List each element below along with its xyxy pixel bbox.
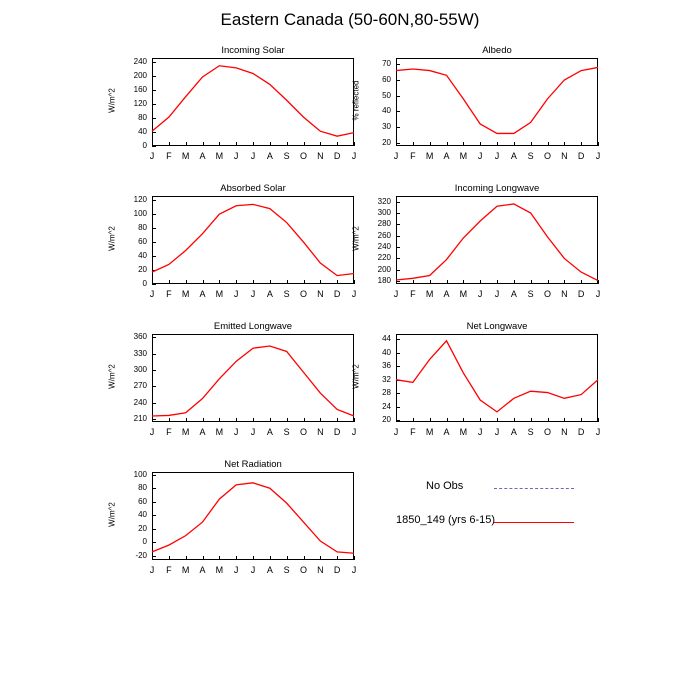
y-axis-tick-label: 100 xyxy=(133,209,147,219)
chart-panel xyxy=(107,459,357,575)
chart-panel xyxy=(107,321,357,437)
y-axis-tick-label: 20 xyxy=(382,137,391,147)
x-axis-tick-label: M xyxy=(425,289,434,299)
chart-title: Absorbed Solar xyxy=(220,183,286,194)
x-axis-tick-label: M xyxy=(181,565,190,575)
series-canvas xyxy=(396,196,598,284)
x-axis-tick-label: N xyxy=(561,427,568,437)
x-axis-tick-label: M xyxy=(459,151,468,161)
x-axis-tick-label: A xyxy=(443,427,450,437)
x-axis-tick-label: S xyxy=(527,427,534,437)
y-axis-tick-label: 32 xyxy=(382,374,391,384)
x-axis-tick-label: F xyxy=(166,427,172,437)
y-axis-tick-label: 120 xyxy=(133,98,147,108)
chart-panel xyxy=(107,183,357,299)
x-axis-tick-label: J xyxy=(595,289,601,299)
y-axis-tick-label: 0 xyxy=(142,141,147,150)
x-axis-tick-label: A xyxy=(199,289,206,299)
x-axis-tick-label: J xyxy=(250,427,256,437)
y-axis-tick-label: 280 xyxy=(377,219,391,229)
x-axis-tick-label: J xyxy=(250,565,256,575)
series-canvas xyxy=(152,334,354,422)
x-axis-tick-label: O xyxy=(543,427,551,437)
x-axis-tick-label: J xyxy=(351,565,357,575)
legend-swatch xyxy=(494,488,574,489)
y-tick-mark xyxy=(152,284,156,285)
chart-title: Albedo xyxy=(482,45,512,56)
y-axis-tick-label: 300 xyxy=(133,365,147,375)
x-tick-mark xyxy=(598,418,599,422)
y-axis-tick-label: 24 xyxy=(382,401,391,411)
x-axis-tick-label: M xyxy=(181,289,190,299)
x-axis-tick-label: M xyxy=(215,289,224,299)
x-axis-tick-label: A xyxy=(266,565,273,575)
series-canvas xyxy=(152,472,354,560)
x-axis-tick-label: J xyxy=(494,427,500,437)
y-axis-tick-label: 0 xyxy=(142,279,147,288)
data-series-line xyxy=(152,346,354,416)
chart-panel xyxy=(351,45,601,161)
chart-panel xyxy=(351,321,601,437)
x-axis-tick-label: N xyxy=(317,151,324,161)
y-axis-tick-label: 30 xyxy=(382,122,391,132)
x-tick-mark xyxy=(354,556,355,560)
x-axis-tick-label: A xyxy=(266,427,273,437)
y-axis-tick-label: 50 xyxy=(382,90,391,100)
legend-label: 1850_149 (yrs 6-15) xyxy=(396,514,496,526)
y-axis-tick-label: 240 xyxy=(133,397,147,407)
series-canvas xyxy=(152,58,354,146)
x-axis-tick-label: A xyxy=(266,151,273,161)
y-axis-label: W/m^2 xyxy=(107,88,117,113)
x-axis-tick-label: D xyxy=(333,565,341,575)
y-axis-tick-label: 160 xyxy=(133,84,147,94)
x-axis-tick-label: S xyxy=(283,565,290,575)
y-axis-tick-label: 36 xyxy=(382,361,391,371)
y-axis-label: W/m^2 xyxy=(107,502,117,527)
x-axis-tick-label: J xyxy=(250,289,256,299)
x-axis-tick-label: J xyxy=(149,151,155,161)
x-axis-tick-label: N xyxy=(317,427,324,437)
y-axis-tick-label: 210 xyxy=(133,414,147,424)
y-axis-tick-label: -20 xyxy=(135,550,147,560)
y-axis-tick-label: 28 xyxy=(382,388,391,398)
y-axis-tick-label: 300 xyxy=(377,208,391,218)
chart-title: Incoming Solar xyxy=(221,45,285,56)
y-axis-tick-label: 40 xyxy=(138,126,147,136)
x-axis-tick-label: M xyxy=(215,427,224,437)
x-axis-tick-label: M xyxy=(425,151,434,161)
x-axis-tick-label: J xyxy=(494,151,500,161)
x-axis-tick-label: J xyxy=(393,427,399,437)
x-axis-tick-label: D xyxy=(577,289,585,299)
chart-title: Net Longwave xyxy=(466,321,528,332)
x-axis-tick-label: J xyxy=(595,427,601,437)
x-tick-mark xyxy=(354,418,355,422)
x-axis-tick-label: J xyxy=(149,427,155,437)
x-axis-tick-label: D xyxy=(577,427,585,437)
y-axis-tick-label: 80 xyxy=(138,112,147,122)
x-axis-tick-label: M xyxy=(181,427,190,437)
y-axis-tick-label: 100 xyxy=(133,469,147,479)
y-tick-mark xyxy=(152,146,156,147)
x-axis-tick-label: J xyxy=(477,151,483,161)
y-axis-tick-label: 44 xyxy=(382,334,391,344)
y-axis-tick-label: 320 xyxy=(377,196,391,206)
y-axis-tick-label: 240 xyxy=(133,56,147,66)
page-title: Eastern Canada (50-60N,80-55W) xyxy=(220,10,480,29)
x-axis-tick-label: F xyxy=(410,151,416,161)
y-axis-label: % reflected xyxy=(351,80,361,121)
series-canvas xyxy=(396,334,598,422)
x-axis-tick-label: J xyxy=(393,151,399,161)
data-series-line xyxy=(152,483,354,553)
x-axis-tick-label: J xyxy=(595,151,601,161)
chart-title: Net Radiation xyxy=(224,459,282,470)
data-series-line xyxy=(396,341,598,412)
data-series-line xyxy=(396,67,598,133)
x-axis-tick-label: J xyxy=(149,289,155,299)
x-axis-tick-label: N xyxy=(317,289,324,299)
x-axis-tick-label: J xyxy=(233,151,239,161)
x-axis-tick-label: S xyxy=(283,427,290,437)
x-axis-tick-label: F xyxy=(166,565,172,575)
x-axis-tick-label: J xyxy=(351,151,357,161)
x-axis-tick-label: A xyxy=(510,289,517,299)
x-axis-tick-label: O xyxy=(299,565,307,575)
x-axis-tick-label: J xyxy=(351,289,357,299)
y-axis-tick-label: 60 xyxy=(138,237,147,247)
x-axis-tick-label: J xyxy=(494,289,500,299)
x-axis-tick-label: N xyxy=(317,565,324,575)
y-axis-tick-label: 40 xyxy=(382,106,391,116)
x-axis-tick-label: O xyxy=(543,289,551,299)
x-axis-tick-label: A xyxy=(199,565,206,575)
y-axis-tick-label: 260 xyxy=(377,230,391,240)
x-axis-tick-label: A xyxy=(510,151,517,161)
chart-panel xyxy=(351,183,601,299)
x-axis-tick-label: O xyxy=(299,289,307,299)
y-axis-tick-label: 220 xyxy=(377,253,391,263)
x-axis-tick-label: F xyxy=(166,151,172,161)
x-axis-tick-label: J xyxy=(149,565,155,575)
x-axis-tick-label: A xyxy=(199,427,206,437)
x-axis-tick-label: M xyxy=(215,565,224,575)
x-axis-tick-label: F xyxy=(410,289,416,299)
y-axis-tick-label: 70 xyxy=(382,59,391,69)
x-tick-mark xyxy=(354,142,355,146)
x-axis-tick-label: A xyxy=(199,151,206,161)
x-axis-tick-label: O xyxy=(543,151,551,161)
x-axis-tick-label: F xyxy=(410,427,416,437)
y-axis-tick-label: 200 xyxy=(133,70,147,80)
x-tick-mark xyxy=(354,280,355,284)
legend xyxy=(396,480,616,550)
x-tick-mark xyxy=(598,280,599,284)
y-axis-label: W/m^2 xyxy=(107,226,117,251)
y-axis-tick-label: 40 xyxy=(138,510,147,520)
x-axis-tick-label: J xyxy=(250,151,256,161)
legend-swatch xyxy=(494,522,574,523)
series-canvas xyxy=(152,196,354,284)
x-axis-tick-label: J xyxy=(393,289,399,299)
y-axis-tick-label: 360 xyxy=(133,332,147,342)
x-axis-tick-label: M xyxy=(181,151,190,161)
y-axis-tick-label: 40 xyxy=(138,251,147,261)
data-series-line xyxy=(396,204,598,281)
x-axis-tick-label: D xyxy=(333,289,341,299)
y-axis-tick-label: 40 xyxy=(382,347,391,357)
y-axis-tick-label: 20 xyxy=(138,523,147,533)
x-axis-tick-label: A xyxy=(443,289,450,299)
chart-title: Incoming Longwave xyxy=(454,183,540,194)
x-axis-tick-label: M xyxy=(459,289,468,299)
legend-label: No Obs xyxy=(426,480,464,492)
x-axis-tick-label: J xyxy=(233,289,239,299)
y-axis-tick-label: 200 xyxy=(377,264,391,274)
y-axis-tick-label: 80 xyxy=(138,223,147,233)
y-axis-label: W/m^2 xyxy=(351,364,361,389)
y-axis-tick-label: 270 xyxy=(133,381,147,391)
x-axis-tick-label: A xyxy=(443,151,450,161)
chart-title: Emitted Longwave xyxy=(213,321,293,332)
y-axis-tick-label: 80 xyxy=(138,483,147,493)
series-canvas xyxy=(396,58,598,146)
x-axis-tick-label: J xyxy=(477,427,483,437)
x-axis-tick-label: J xyxy=(351,427,357,437)
x-axis-tick-label: N xyxy=(561,151,568,161)
y-axis-tick-label: 60 xyxy=(382,75,391,84)
x-axis-tick-label: S xyxy=(527,289,534,299)
y-axis-tick-label: 240 xyxy=(377,242,391,252)
x-axis-tick-label: D xyxy=(333,151,341,161)
y-axis-tick-label: 120 xyxy=(133,195,147,205)
x-axis-tick-label: J xyxy=(233,427,239,437)
x-axis-tick-label: S xyxy=(527,151,534,161)
x-axis-tick-label: A xyxy=(266,289,273,299)
x-tick-mark xyxy=(598,142,599,146)
x-axis-tick-label: M xyxy=(459,427,468,437)
x-axis-tick-label: S xyxy=(283,151,290,161)
y-axis-tick-label: 60 xyxy=(138,496,147,506)
x-axis-tick-label: J xyxy=(233,565,239,575)
y-axis-label: W/m^2 xyxy=(351,226,361,251)
y-axis-tick-label: 0 xyxy=(142,537,147,547)
x-axis-tick-label: O xyxy=(299,151,307,161)
x-axis-tick-label: M xyxy=(215,151,224,161)
x-axis-tick-label: M xyxy=(425,427,434,437)
x-axis-tick-label: A xyxy=(510,427,517,437)
x-axis-tick-label: D xyxy=(577,151,585,161)
x-axis-tick-label: O xyxy=(299,427,307,437)
data-series-line xyxy=(152,204,354,275)
y-axis-tick-label: 330 xyxy=(133,348,147,358)
y-axis-label: W/m^2 xyxy=(107,364,117,389)
y-axis-tick-label: 180 xyxy=(377,276,391,286)
y-axis-tick-label: 20 xyxy=(138,265,147,275)
x-axis-tick-label: D xyxy=(333,427,341,437)
x-axis-tick-label: J xyxy=(477,289,483,299)
data-series-line xyxy=(152,66,354,136)
x-axis-tick-label: N xyxy=(561,289,568,299)
x-axis-tick-label: S xyxy=(283,289,290,299)
x-axis-tick-label: F xyxy=(166,289,172,299)
y-axis-tick-label: 20 xyxy=(382,415,391,425)
